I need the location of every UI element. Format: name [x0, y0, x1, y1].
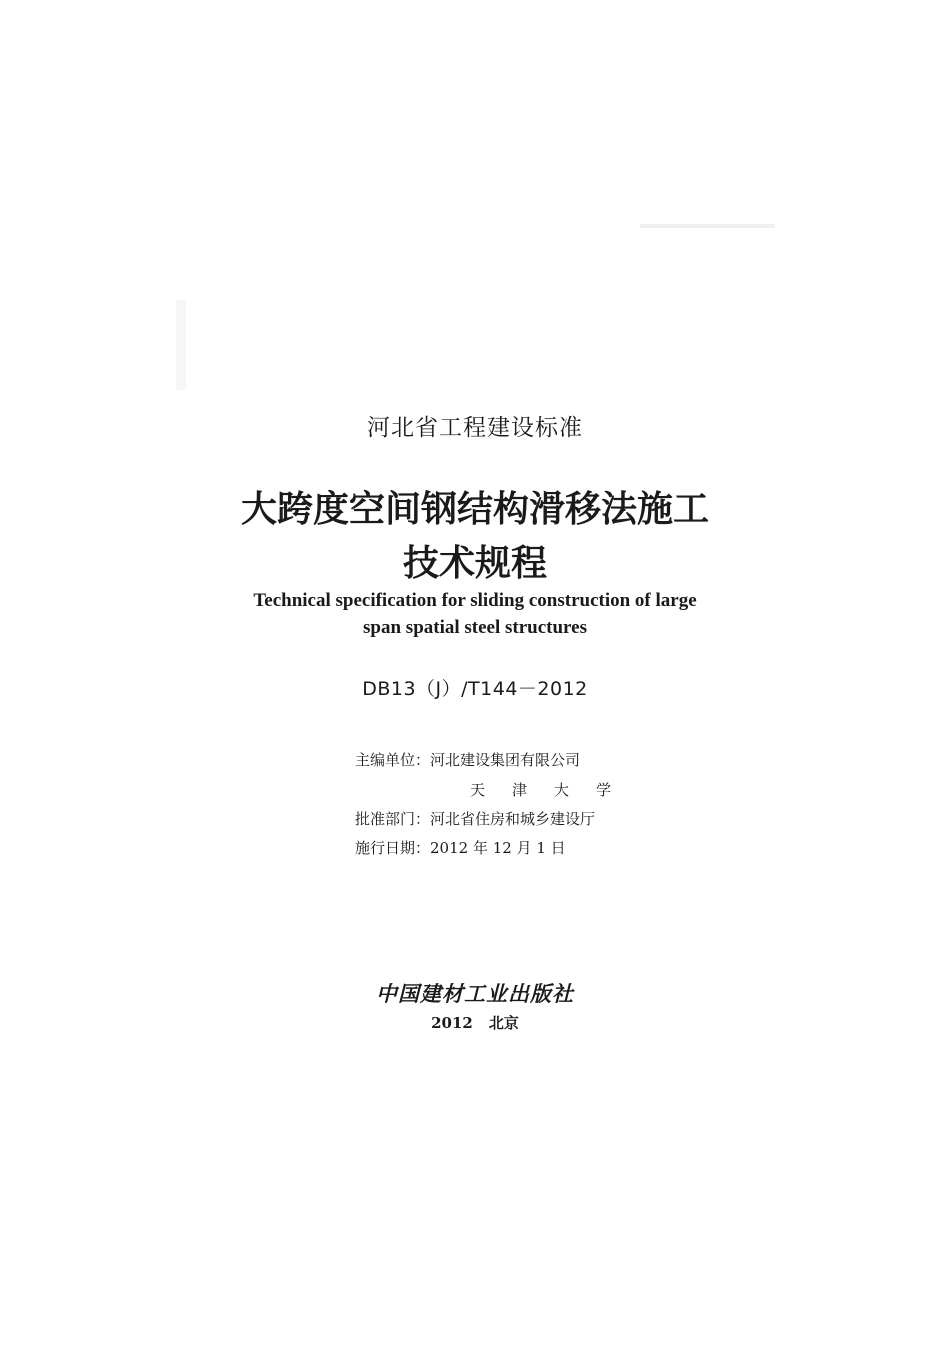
- scan-artifact: [640, 224, 775, 228]
- publisher-name: 中国建材工业出版社: [376, 981, 574, 1006]
- standard-code: DB13（J）/T144－2012: [362, 678, 588, 700]
- publication-year: 2012: [431, 1014, 473, 1032]
- editor-value-2: 天津大学: [470, 781, 639, 799]
- approver-label: 批准部门：: [355, 810, 431, 828]
- approver-value: 河北省住房和城乡建设厅: [430, 810, 596, 828]
- title-en-line2: span spatial steel structures: [363, 617, 587, 638]
- standard-series: 河北省工程建设标准: [367, 415, 583, 441]
- editor-row-2: [470, 780, 638, 800]
- editor-row: [355, 750, 580, 770]
- publication-info: [0, 1012, 950, 1033]
- effective-date-row: [355, 838, 566, 858]
- scan-artifact: [176, 300, 186, 390]
- title-cn-line2: 技术规程: [402, 542, 547, 584]
- effective-date-label: 施行日期：: [355, 839, 431, 857]
- approver-row: [355, 809, 595, 829]
- editor-value: 河北建设集团有限公司: [430, 751, 581, 769]
- effective-date-value: 2012 年 12 月 1 日: [430, 839, 566, 857]
- editor-label: 主编单位：: [355, 751, 431, 769]
- title-en-line1: Technical specification for sliding construction of large: [253, 590, 697, 611]
- title-cn-line1: 大跨度空间钢结构滑移法施工: [240, 488, 709, 530]
- publication-city: 北京: [488, 1014, 519, 1032]
